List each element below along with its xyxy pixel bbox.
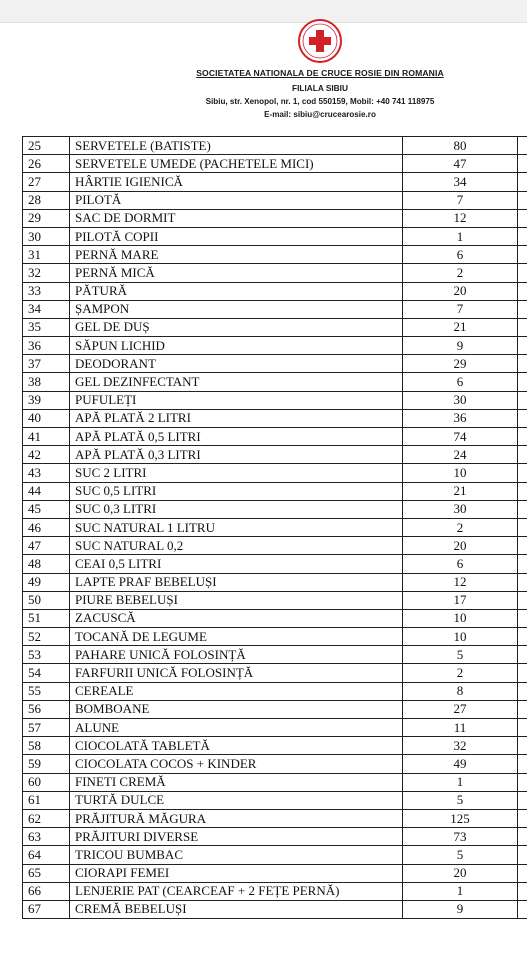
item-name: CREMĂ BEBELUȘI xyxy=(70,900,403,918)
item-name: GEL DEZINFECTANT xyxy=(70,373,403,391)
table-row xyxy=(23,664,527,682)
item-number: 30 xyxy=(23,227,70,245)
extra-cell xyxy=(518,900,527,918)
table-row xyxy=(23,900,527,918)
item-name: TURTĂ DULCE xyxy=(70,791,403,809)
item-name: ZACUSCĂ xyxy=(70,609,403,627)
item-number: 31 xyxy=(23,246,70,264)
table-row xyxy=(23,173,527,191)
extra-cell xyxy=(518,609,527,627)
table-row xyxy=(23,518,527,536)
item-number: 26 xyxy=(23,155,70,173)
extra-cell xyxy=(518,391,527,409)
item-quantity: 20 xyxy=(403,537,518,555)
table-row xyxy=(23,337,527,355)
red-cross-emblem-icon xyxy=(293,18,347,68)
table-row xyxy=(23,628,527,646)
table-row xyxy=(23,137,527,155)
item-name: TOCANĂ DE LEGUME xyxy=(70,628,403,646)
table-row xyxy=(23,646,527,664)
item-number: 39 xyxy=(23,391,70,409)
extra-cell xyxy=(518,573,527,591)
item-name: SUC 0,3 LITRI xyxy=(70,500,403,518)
organization-name: SOCIETATEA NATIONALA DE CRUCE ROSIE DIN ROMANIA xyxy=(196,68,444,78)
item-quantity: 24 xyxy=(403,446,518,464)
extra-cell xyxy=(518,773,527,791)
item-quantity: 80 xyxy=(403,137,518,155)
item-quantity: 5 xyxy=(403,646,518,664)
table-row xyxy=(23,864,527,882)
extra-cell xyxy=(518,828,527,846)
item-name: SĂPUN LICHID xyxy=(70,337,403,355)
item-quantity: 2 xyxy=(403,664,518,682)
items-table-body xyxy=(23,137,527,919)
table-row xyxy=(23,737,527,755)
table-row xyxy=(23,846,527,864)
extra-cell xyxy=(518,628,527,646)
item-number: 66 xyxy=(23,882,70,900)
table-row xyxy=(23,409,527,427)
items-table xyxy=(22,136,527,919)
extra-cell xyxy=(518,555,527,573)
item-name: GEL DE DUȘ xyxy=(70,318,403,336)
item-name: CEREALE xyxy=(70,682,403,700)
item-quantity: 1 xyxy=(403,773,518,791)
item-quantity: 6 xyxy=(403,246,518,264)
extra-cell xyxy=(518,664,527,682)
address-line: Sibiu, str. Xenopol, nr. 1, cod 550159, Mobil: +40 741 118975 xyxy=(205,97,435,106)
item-number: 42 xyxy=(23,446,70,464)
extra-cell xyxy=(518,755,527,773)
item-name: SUC 2 LITRI xyxy=(70,464,403,482)
extra-cell xyxy=(518,809,527,827)
table-row xyxy=(23,482,527,500)
table-row xyxy=(23,537,527,555)
top-bar xyxy=(0,0,527,23)
item-name: SUC NATURAL 0,2 xyxy=(70,537,403,555)
item-name: PILOTĂ xyxy=(70,191,403,209)
item-name: HÂRTIE IGIENICĂ xyxy=(70,173,403,191)
item-name: ALUNE xyxy=(70,719,403,737)
item-number: 40 xyxy=(23,409,70,427)
item-number: 29 xyxy=(23,209,70,227)
item-quantity: 10 xyxy=(403,464,518,482)
table-row xyxy=(23,700,527,718)
table-row xyxy=(23,682,527,700)
item-number: 55 xyxy=(23,682,70,700)
item-quantity: 12 xyxy=(403,573,518,591)
table-row xyxy=(23,755,527,773)
extra-cell xyxy=(518,282,527,300)
item-number: 46 xyxy=(23,518,70,536)
item-quantity: 47 xyxy=(403,155,518,173)
item-number: 28 xyxy=(23,191,70,209)
item-number: 54 xyxy=(23,664,70,682)
item-number: 59 xyxy=(23,755,70,773)
item-name: PĂTURĂ xyxy=(70,282,403,300)
item-quantity: 1 xyxy=(403,227,518,245)
item-name: APĂ PLATĂ 2 LITRI xyxy=(70,409,403,427)
item-quantity: 9 xyxy=(403,900,518,918)
item-name: PIURE BEBELUȘI xyxy=(70,591,403,609)
item-name: FARFURII UNICĂ FOLOSINȚĂ xyxy=(70,664,403,682)
email-line: E-mail: sibiu@crucearosie.ro xyxy=(264,110,376,119)
extra-cell xyxy=(518,373,527,391)
table-row xyxy=(23,318,527,336)
item-number: 58 xyxy=(23,737,70,755)
extra-cell xyxy=(518,173,527,191)
extra-cell xyxy=(518,591,527,609)
item-number: 36 xyxy=(23,337,70,355)
item-quantity: 12 xyxy=(403,209,518,227)
extra-cell xyxy=(518,209,527,227)
item-name: PUFULEȚI xyxy=(70,391,403,409)
item-quantity: 73 xyxy=(403,828,518,846)
item-number: 49 xyxy=(23,573,70,591)
item-quantity: 74 xyxy=(403,428,518,446)
item-name: LAPTE PRAF BEBELUȘI xyxy=(70,573,403,591)
extra-cell xyxy=(518,737,527,755)
item-name: PERNĂ MARE xyxy=(70,246,403,264)
item-name: CEAI 0,5 LITRI xyxy=(70,555,403,573)
table-row xyxy=(23,264,527,282)
item-number: 34 xyxy=(23,300,70,318)
item-number: 47 xyxy=(23,537,70,555)
extra-cell xyxy=(518,537,527,555)
table-row xyxy=(23,609,527,627)
extra-cell xyxy=(518,318,527,336)
item-name: SAC DE DORMIT xyxy=(70,209,403,227)
item-name: LENJERIE PAT (CEARCEAF + 2 FEȚE PERNĂ) xyxy=(70,882,403,900)
extra-cell xyxy=(518,700,527,718)
extra-cell xyxy=(518,864,527,882)
item-name: PERNĂ MICĂ xyxy=(70,264,403,282)
item-quantity: 20 xyxy=(403,282,518,300)
item-quantity: 11 xyxy=(403,719,518,737)
item-number: 44 xyxy=(23,482,70,500)
item-quantity: 10 xyxy=(403,628,518,646)
item-quantity: 30 xyxy=(403,500,518,518)
item-number: 25 xyxy=(23,137,70,155)
extra-cell xyxy=(518,264,527,282)
table-row xyxy=(23,300,527,318)
item-quantity: 7 xyxy=(403,300,518,318)
item-quantity: 32 xyxy=(403,737,518,755)
item-name: ȘAMPON xyxy=(70,300,403,318)
extra-cell xyxy=(518,791,527,809)
table-row xyxy=(23,591,527,609)
item-number: 67 xyxy=(23,900,70,918)
extra-cell xyxy=(518,482,527,500)
table-row xyxy=(23,246,527,264)
extra-cell xyxy=(518,500,527,518)
table-row xyxy=(23,428,527,446)
item-quantity: 10 xyxy=(403,609,518,627)
table-row xyxy=(23,282,527,300)
item-name: SUC NATURAL 1 LITRU xyxy=(70,518,403,536)
item-quantity: 2 xyxy=(403,518,518,536)
extra-cell xyxy=(518,337,527,355)
item-name: APĂ PLATĂ 0,3 LITRI xyxy=(70,446,403,464)
item-name: TRICOU BUMBAC xyxy=(70,846,403,864)
extra-cell xyxy=(518,409,527,427)
item-quantity: 34 xyxy=(403,173,518,191)
branch-name: FILIALA SIBIU xyxy=(292,83,348,93)
item-quantity: 36 xyxy=(403,409,518,427)
extra-cell xyxy=(518,646,527,664)
item-name: DEODORANT xyxy=(70,355,403,373)
item-number: 57 xyxy=(23,719,70,737)
item-name: CIOCOLATA COCOS + KINDER xyxy=(70,755,403,773)
extra-cell xyxy=(518,227,527,245)
item-number: 52 xyxy=(23,628,70,646)
extra-cell xyxy=(518,428,527,446)
item-name: BOMBOANE xyxy=(70,700,403,718)
table-row xyxy=(23,882,527,900)
extra-cell xyxy=(518,300,527,318)
item-number: 27 xyxy=(23,173,70,191)
table-row xyxy=(23,719,527,737)
item-quantity: 49 xyxy=(403,755,518,773)
item-number: 48 xyxy=(23,555,70,573)
item-name: PAHARE UNICĂ FOLOSINȚĂ xyxy=(70,646,403,664)
item-name: SUC 0,5 LITRI xyxy=(70,482,403,500)
item-number: 32 xyxy=(23,264,70,282)
item-name: SERVETELE UMEDE (PACHETELE MICI) xyxy=(70,155,403,173)
table-row xyxy=(23,828,527,846)
table-row xyxy=(23,464,527,482)
extra-cell xyxy=(518,846,527,864)
item-number: 43 xyxy=(23,464,70,482)
extra-cell xyxy=(518,355,527,373)
item-name: CIOCOLATĂ TABLETĂ xyxy=(70,737,403,755)
table-row xyxy=(23,773,527,791)
item-number: 50 xyxy=(23,591,70,609)
item-quantity: 21 xyxy=(403,318,518,336)
extra-cell xyxy=(518,446,527,464)
item-quantity: 29 xyxy=(403,355,518,373)
table-row xyxy=(23,191,527,209)
extra-cell xyxy=(518,137,527,155)
item-number: 60 xyxy=(23,773,70,791)
item-number: 63 xyxy=(23,828,70,846)
item-name: PRĂJITURĂ MĂGURA xyxy=(70,809,403,827)
extra-cell xyxy=(518,682,527,700)
extra-cell xyxy=(518,464,527,482)
item-quantity: 2 xyxy=(403,264,518,282)
item-number: 37 xyxy=(23,355,70,373)
extra-cell xyxy=(518,155,527,173)
item-number: 56 xyxy=(23,700,70,718)
item-quantity: 5 xyxy=(403,791,518,809)
item-quantity: 5 xyxy=(403,846,518,864)
item-quantity: 9 xyxy=(403,337,518,355)
item-name: SERVETELE (BATISTE) xyxy=(70,137,403,155)
letterhead xyxy=(150,66,490,121)
item-name: FINETI CREMĂ xyxy=(70,773,403,791)
item-number: 38 xyxy=(23,373,70,391)
item-number: 62 xyxy=(23,809,70,827)
table-row xyxy=(23,209,527,227)
extra-cell xyxy=(518,882,527,900)
table-row xyxy=(23,391,527,409)
item-number: 61 xyxy=(23,791,70,809)
item-number: 65 xyxy=(23,864,70,882)
table-row xyxy=(23,809,527,827)
table-row xyxy=(23,791,527,809)
extra-cell xyxy=(518,246,527,264)
table-row xyxy=(23,555,527,573)
item-quantity: 1 xyxy=(403,882,518,900)
table-row xyxy=(23,373,527,391)
item-number: 33 xyxy=(23,282,70,300)
extra-cell xyxy=(518,191,527,209)
table-row xyxy=(23,227,527,245)
extra-cell xyxy=(518,518,527,536)
item-quantity: 125 xyxy=(403,809,518,827)
item-quantity: 6 xyxy=(403,555,518,573)
table-row xyxy=(23,500,527,518)
extra-cell xyxy=(518,719,527,737)
item-quantity: 30 xyxy=(403,391,518,409)
item-name: PRĂJITURI DIVERSE xyxy=(70,828,403,846)
table-row xyxy=(23,155,527,173)
item-quantity: 27 xyxy=(403,700,518,718)
table-row xyxy=(23,446,527,464)
item-number: 45 xyxy=(23,500,70,518)
item-quantity: 7 xyxy=(403,191,518,209)
table-row xyxy=(23,573,527,591)
item-number: 51 xyxy=(23,609,70,627)
item-quantity: 21 xyxy=(403,482,518,500)
item-name: APĂ PLATĂ 0,5 LITRI xyxy=(70,428,403,446)
item-name: PILOTĂ COPII xyxy=(70,227,403,245)
item-number: 64 xyxy=(23,846,70,864)
item-quantity: 17 xyxy=(403,591,518,609)
item-quantity: 20 xyxy=(403,864,518,882)
item-name: CIORAPI FEMEI xyxy=(70,864,403,882)
item-number: 53 xyxy=(23,646,70,664)
item-number: 41 xyxy=(23,428,70,446)
item-quantity: 8 xyxy=(403,682,518,700)
item-number: 35 xyxy=(23,318,70,336)
table-row xyxy=(23,355,527,373)
item-quantity: 6 xyxy=(403,373,518,391)
